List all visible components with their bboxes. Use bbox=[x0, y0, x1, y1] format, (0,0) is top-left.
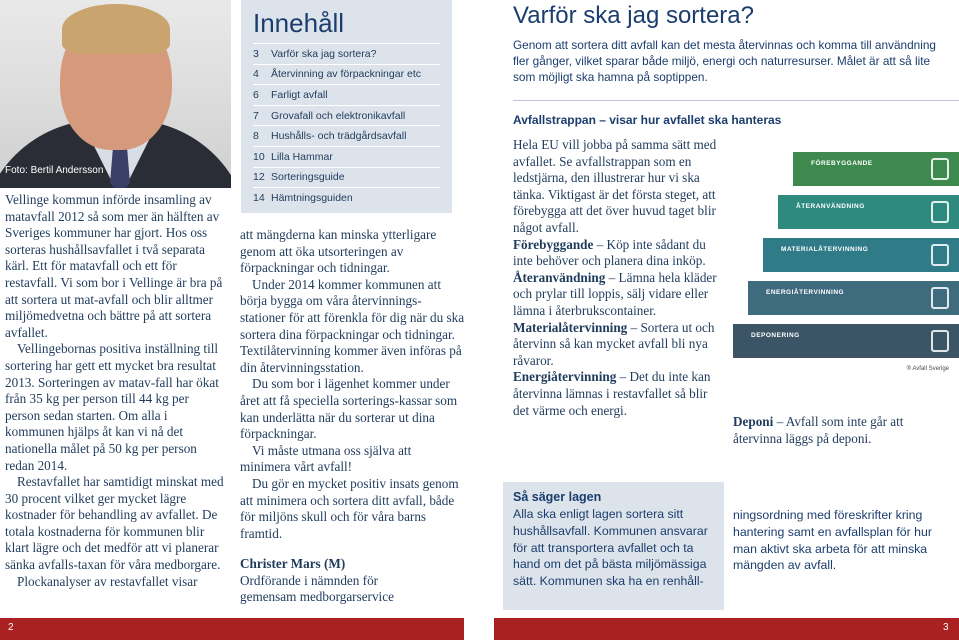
page-number-left: 2 bbox=[8, 622, 14, 633]
signature-block bbox=[240, 556, 465, 606]
toc-label: Hushålls- och trädgårdsavfall bbox=[271, 130, 407, 143]
lead-paragraph: Hela EU vill jobba på samma sätt med avfallet. Se avfallstrappan som en ledstjärna, den illustrerar hur vi ska tänka. Viktigast är det första steget, att förebygga att det över huvud taget blir något avfall. bbox=[513, 137, 717, 235]
toc-item[interactable] bbox=[253, 146, 440, 167]
toc-page-number: 10 bbox=[253, 150, 265, 163]
left-paragraph-1: Vellinge kommun införde insamling av matavfall 2012 så som mer än hälften av Sveriges kommuner har gjort. Hos oss sorteras hushållsavfallet i två separata kärl. Ett för matavfall och ett för restavfall. Vi som bor i Vellinge är bra på att sortera ut mat-avfall och blir alltmer miljömedvetna och bättre på att sortera avfallet. bbox=[5, 192, 223, 340]
stair-icon bbox=[931, 201, 949, 223]
stair-step-label: MATERIALÅTERVINNING bbox=[781, 246, 869, 253]
toc-item[interactable] bbox=[253, 105, 440, 126]
stair-step-ateranvandning bbox=[778, 195, 959, 229]
toc-label: Varför ska jag sortera? bbox=[271, 47, 377, 60]
toc-page-number: 6 bbox=[253, 88, 259, 101]
definition-energiatervinning bbox=[513, 369, 723, 419]
definition-text: – Avfall som inte går att återvinna läggs på deponi. bbox=[733, 414, 904, 446]
definition-term: Energiåtervinning bbox=[513, 369, 617, 385]
toc-page-number: 12 bbox=[253, 171, 265, 184]
waste-hierarchy-staircase bbox=[733, 142, 959, 380]
signature-title-line-1: Ordförande i nämnden för bbox=[240, 572, 379, 588]
definition-text: – Köp inte sådant du inte behöver och planera dina inköp. bbox=[513, 236, 706, 269]
signature-name: Christer Mars (M) bbox=[240, 556, 346, 571]
stair-step-forebyggande bbox=[793, 152, 959, 186]
stair-icon bbox=[931, 244, 949, 266]
table-of-contents bbox=[241, 0, 452, 213]
page-number-right: 3 bbox=[943, 622, 949, 633]
mid-paragraph-1: att mängderna kan minska ytterligare genom att öka utsorteringen av förpackningar och tidningar. bbox=[240, 227, 437, 276]
portrait-photo bbox=[0, 0, 231, 188]
intro-text: Genom att sortera ditt avfall kan det mesta återvinnas och komma till användning fler gånger, vilket sparar både miljö, energi och naturresurser. Målet är att så lite som möjligt ska hamna på soptippen. bbox=[513, 38, 936, 84]
stair-step-deponering bbox=[733, 324, 959, 358]
toc-item[interactable] bbox=[253, 84, 440, 105]
toc-item[interactable] bbox=[253, 43, 440, 64]
definition-term: Deponi bbox=[733, 414, 774, 429]
definition-text: – Det du inte kan återvinna lämnas i restavfallet så blir det värme och energi. bbox=[513, 369, 711, 418]
section-subheading: Avfallstrappan – visar hur avfallet ska hanteras bbox=[513, 113, 782, 127]
middle-column-text bbox=[240, 227, 465, 542]
toc-page-number: 4 bbox=[253, 68, 259, 81]
law-box-text: Alla ska enligt lagen sortera sitt hushållsavfall. Kommunen ansvarar för att transportera avfallet och ta hand om det på bästa miljömässiga sätt. Kommunen ska ha en renhåll- bbox=[513, 507, 708, 589]
stair-icon bbox=[931, 158, 949, 180]
stair-step-label: ENERGIÅTERVINNING bbox=[766, 289, 845, 296]
left-column-text bbox=[5, 192, 227, 590]
left-paragraph-2: Vellingebornas positiva inställning till sortering har gett ett mycket bra resultat 2013. Sorteringen av matav-fall har ökat från 35 kg per person till 44 kg per person sedan starten. Om alla i kommunen hjälps åt kan vi nå det nationella målet på 50 kg per person redan 2014. bbox=[5, 341, 219, 473]
divider bbox=[513, 100, 959, 101]
definition-deponi bbox=[733, 414, 953, 447]
stair-icon bbox=[931, 330, 949, 352]
toc-item[interactable] bbox=[253, 167, 440, 188]
toc-label: Farligt avfall bbox=[271, 88, 328, 101]
definition-materialatervinning bbox=[513, 320, 723, 370]
definition-forebyggande bbox=[513, 237, 723, 270]
stair-icon bbox=[931, 287, 949, 309]
mid-paragraph-5: Du gör en mycket positiv insats genom att minimera och sortera ditt avfall, både för miljöns skull och för våra barns framtid. bbox=[240, 475, 459, 541]
stair-step-materialatervinning bbox=[763, 238, 959, 272]
toc-title: Innehåll bbox=[253, 8, 345, 38]
toc-page-number: 3 bbox=[253, 47, 259, 60]
law-box-title: Så säger lagen bbox=[513, 490, 602, 504]
toc-item[interactable] bbox=[253, 187, 440, 208]
stair-step-label: ÅTERANVÄNDNING bbox=[796, 203, 865, 210]
photo-hair bbox=[62, 4, 170, 54]
mid-paragraph-2: Under 2014 kommer kommunen att börja bygga om våra återvinnings-stationer för att förenkla för dig när du ska sortera dina förpackningar och tidningar. Textilåtervinning kommer även införas på din återvinningsstation. bbox=[240, 276, 465, 375]
toc-page-number: 7 bbox=[253, 109, 259, 122]
mid-paragraph-4: Vi måste utmana oss själva att minimera vårt avfall! bbox=[240, 442, 412, 475]
law-continuation-text: ningsordning med föreskrifter kring hantering samt en avfallsplan för hur man aktivt ska arbeta för att minska mängden av avfall. bbox=[733, 508, 932, 573]
stair-step-energiatervinning bbox=[748, 281, 959, 315]
toc-label: Återvinning av förpackningar etc bbox=[271, 68, 421, 81]
toc-label: Grovafall och elektronikavfall bbox=[271, 109, 406, 122]
stair-credit: ® Avfall Sverige bbox=[906, 366, 949, 372]
right-column-text bbox=[513, 137, 723, 419]
toc-page-number: 8 bbox=[253, 130, 259, 143]
toc-label: Sorteringsguide bbox=[271, 171, 345, 184]
footer-bar-left bbox=[0, 618, 464, 640]
toc-label: Lilla Hammar bbox=[271, 150, 333, 163]
definition-term: Materialåtervinning bbox=[513, 319, 628, 335]
definition-text: – Lämna hela kläder och prylar till loppis, sälj vidare eller lämna i återbrukscontainer. bbox=[513, 269, 717, 318]
definition-term: Återanvändning bbox=[513, 269, 606, 285]
definition-ateranvandning bbox=[513, 270, 723, 320]
toc-item[interactable] bbox=[253, 64, 440, 85]
signature-title-line-2: gemensam medborgarservice bbox=[240, 589, 394, 605]
definition-term: Förebyggande bbox=[513, 236, 594, 252]
stair-step-label: DEPONERING bbox=[751, 332, 800, 339]
toc-item[interactable] bbox=[253, 125, 440, 146]
definition-text: – Sortera ut och återvinn så kan mycket avfall bli nya råvaror. bbox=[513, 319, 715, 368]
page-title: Varför ska jag sortera? bbox=[513, 2, 754, 29]
left-paragraph-3: Restavfallet har samtidigt minskat med 30 procent vilket ger mycket lägre kostnader för behandling av avfallet. De totala kostnaderna för kommunen blir klart lägre och det medför att vi planerar sänka avfalls-taxan för våra medborgare. bbox=[5, 474, 224, 573]
footer-bar-right bbox=[494, 618, 959, 640]
mid-paragraph-3: Du som bor i lägenhet kommer under året att få speciella sorterings-kassar som kan underlätta när du sorterar ut dina förpackningar. bbox=[240, 376, 458, 442]
photo-credit: Foto: Bertil Andersson bbox=[5, 165, 104, 176]
left-paragraph-4: Plockanalyser av restavfallet visar bbox=[17, 573, 198, 589]
stair-step-label: FÖREBYGGANDE bbox=[811, 160, 873, 167]
law-info-box bbox=[503, 482, 724, 610]
toc-label: Hämtningsguiden bbox=[271, 191, 353, 204]
toc-page-number: 14 bbox=[253, 191, 265, 204]
